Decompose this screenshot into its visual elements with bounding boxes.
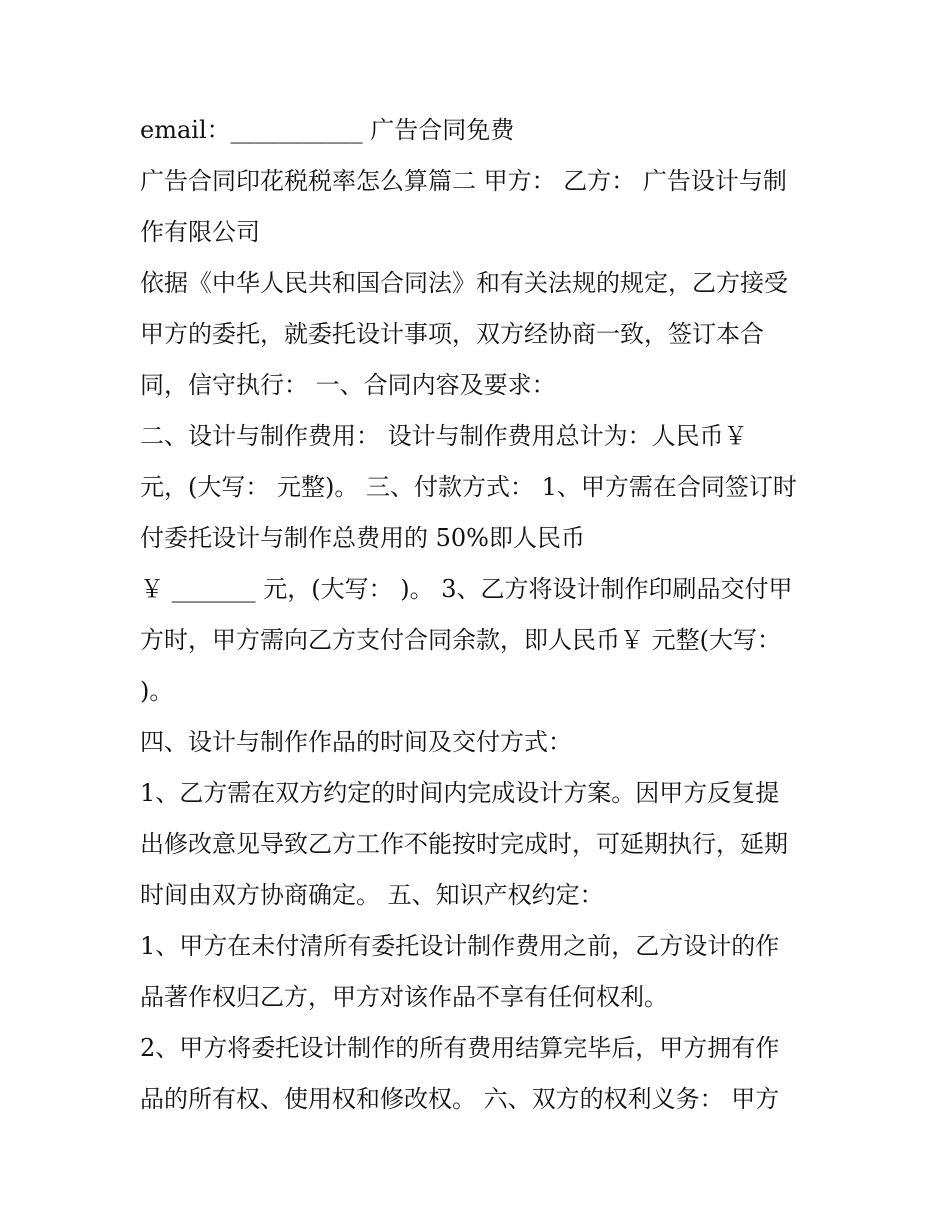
text-line: 元，(大写： 元整)。 三、付款方式： 1、甲方需在合同签订时: [140, 473, 797, 501]
text-line: 出修改意见导致乙方工作不能按时完成时，可延期执行，延期: [140, 830, 788, 858]
text-line: 品的所有权、使用权和修改权。 六、双方的权利义务： 甲方: [140, 1085, 780, 1113]
text-line: 1、甲方在未付清所有委托设计制作费用之前，乙方设计的作: [140, 932, 780, 960]
text-line: email：___________ 广告合同免费: [140, 116, 515, 144]
text-line: 时间由双方协商确定。 五、知识产权约定：: [140, 881, 604, 909]
text-line: 作有限公司: [140, 218, 260, 246]
text-line: 甲方的委托，就委托设计事项，双方经协商一致，签订本合: [140, 320, 764, 348]
text-line: 广告合同印花税税率怎么算篇二 甲方： 乙方： 广告设计与制: [140, 167, 787, 195]
text-line: 二、设计与制作费用： 设计与制作费用总计为：人民币￥: [140, 422, 748, 450]
text-line: 方时，甲方需向乙方支付合同余款，即人民币￥ 元整(大写：: [140, 626, 781, 654]
text-line: 同，信守执行： 一、合同内容及要求：: [140, 371, 556, 399]
contract-body-text: [140, 105, 820, 1125]
text-line: ￥ _______ 元，(大写： )。 3、乙方将设计制作印刷品交付甲: [140, 575, 793, 603]
text-line: 1、乙方需在双方约定的时间内完成设计方案。因甲方反复提: [140, 779, 780, 807]
text-line: 四、设计与制作作品的时间及交付方式：: [140, 728, 572, 756]
text-line: 品著作权归乙方，甲方对该作品不享有任何权利。: [140, 983, 668, 1011]
text-line: 付委托设计与制作总费用的 50%即人民币: [140, 524, 585, 552]
text-line: 依据《中华人民共和国合同法》和有关法规的规定，乙方接受: [140, 269, 788, 297]
text-line: 2、甲方将委托设计制作的所有费用结算完毕后，甲方拥有作: [140, 1034, 780, 1062]
text-line: )。: [140, 677, 174, 705]
